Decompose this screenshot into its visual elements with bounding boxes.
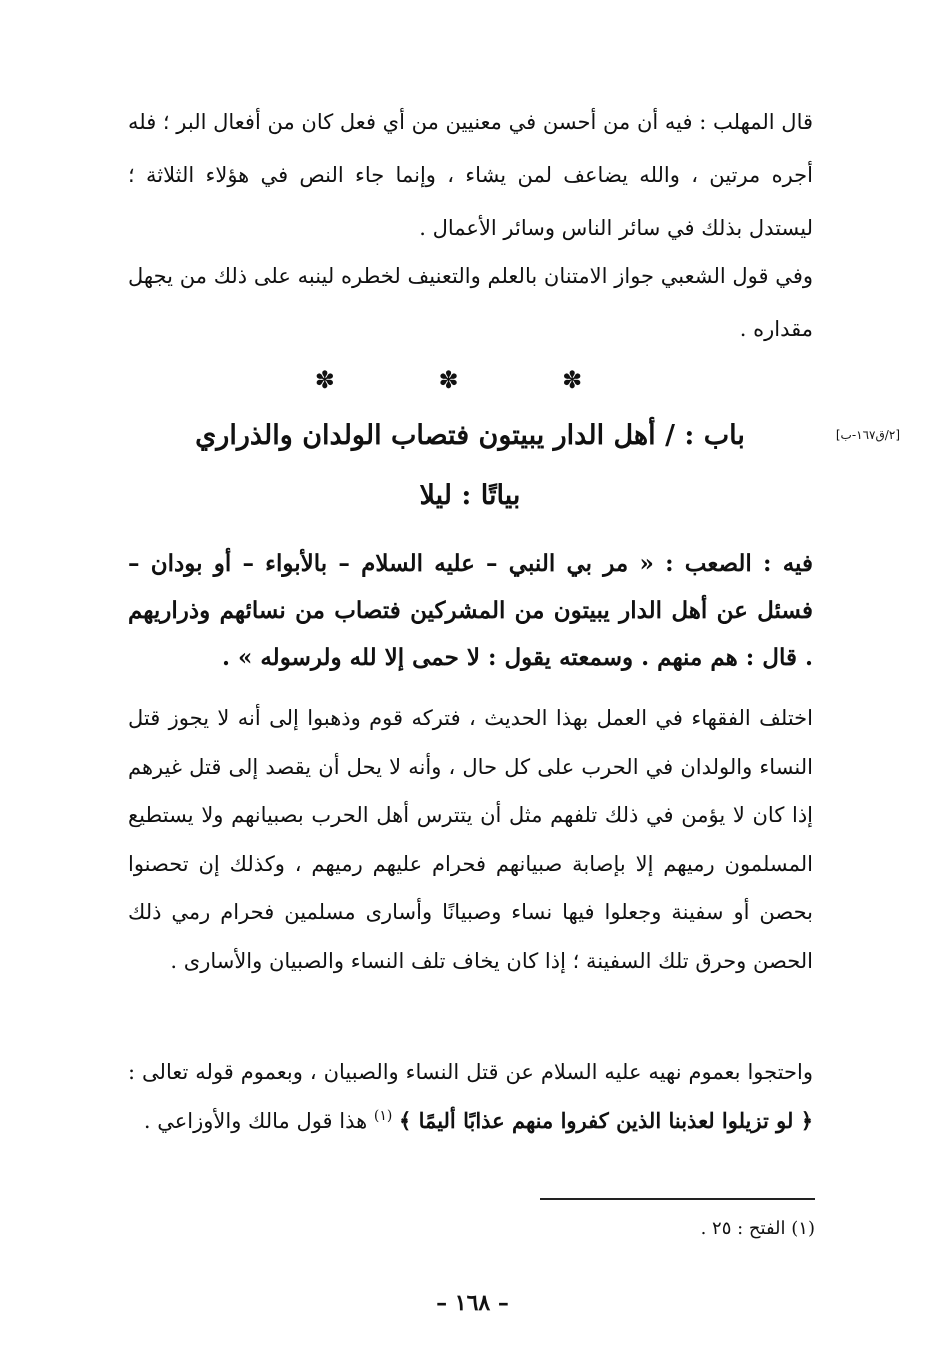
evidence-text-before: واحتجوا بعموم نهيه عليه السلام عن قتل النساء والصبيان ، وبعموم قوله تعالى : [128,1060,813,1084]
paragraph-text: اختلف الفقهاء في العمل بهذا الحديث ، فتركه قوم وذهبوا إلى أنه لا يجوز قتل النساء والولدان في الحرب على كل حال ، وأنه لا يحل أن يقصد إلى قتل غيرهم إذا كان لا يؤمن في ذلك تلفهم مثل أن يتترس أهل الحرب بصبيانهم ولا يستطيع المسلمون رميهم إلا بإصابة صبيانهم فحرام عليهم رميهم ، وكذلك إن تحصنوا بحصن أو سفينة وجعلوا فيها نساء وصبيانًا وأسارى مسلمين فحرام رمي ذلك الحصن وحرق تلك السفينة ؛ إذا كان يخاف تلف النساء والصبيان والأسارى . [128,706,813,973]
evidence-text-after: هذا قول مالك والأوزاعي . [143,1109,374,1133]
footnote: (١) الفتح : ٢٥ . [700,1218,815,1239]
page-number: – ١٦٨ – [436,1290,509,1316]
footnote-divider [540,1198,815,1200]
paragraph-evidence [128,1050,813,1143]
paragraph-text: قال المهلب : فيه أن من أحسن في معنيين من أي فعل كان من أفعال البر ؛ فله أجره مرتين ، والله يضاعف لمن يشاء ، وإنما جاء النص في هؤلاء الثلاثة ؛ ليستدل بذلك في سائر الناس وسائر الأعمال . [128,110,813,240]
footnote-reference[interactable]: (١) [373,1108,393,1124]
chapter-title-gloss: بياتًا : ليلا [419,480,521,511]
hadith-text [128,540,813,681]
paragraph-shabi [128,250,813,356]
manuscript-margin-reference: [٢/ق١٦٧-ب] [835,428,900,442]
quran-verse: ﴿ لو تزيلوا لعذبنا الذين كفروا منهم عذابًا أليمًا ﴾ [399,1108,813,1133]
chapter-title: باب : / أهل الدار يبيتون فتصاب الولدان والذراري [195,420,745,451]
section-separator-stars: ✽ ✽ ✽ [314,366,631,394]
paragraph-muhallab [128,96,813,255]
paragraph-text: وفي قول الشعبي جواز الامتنان بالعلم والتعنيف لخطره لينبه على ذلك من يجهل مقداره . [128,264,813,341]
hadith-paragraph: فيه : الصعب : « مر بي النبي – عليه السلام – بالأبواء – أو بودان – فسئل عن أهل الدار يبيتون من المشركين فتصاب من نسائهم وذراريهم . قال : هم منهم . وسمعته يقول : لا حمى إلا لله ولرسوله » . [128,550,813,671]
paragraph-text [128,1050,813,1143]
paragraph-fiqh-disagreement [128,694,813,985]
